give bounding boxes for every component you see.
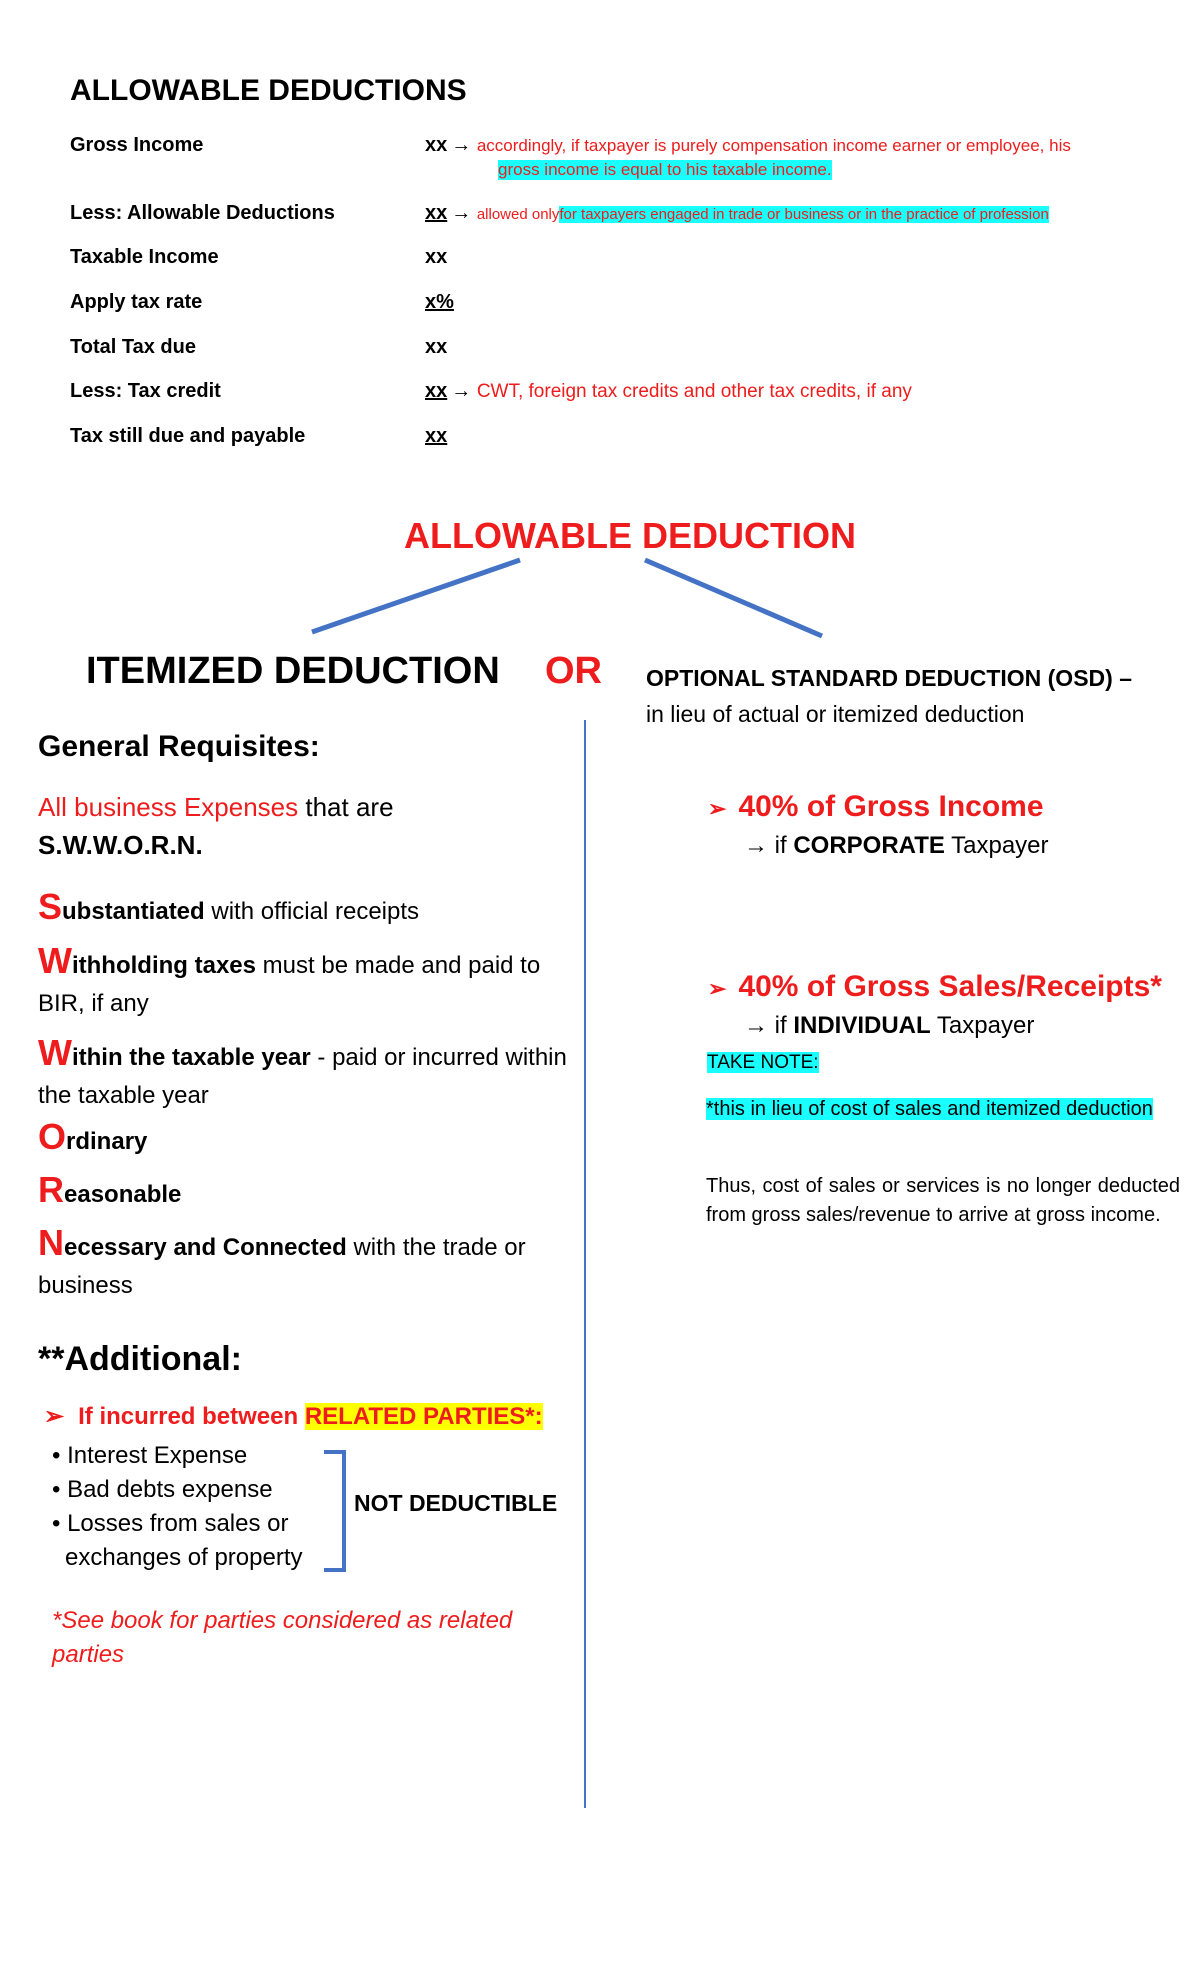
deductions-note: allowed only <box>476 206 560 223</box>
footnote: *See book for parties considered as related parties <box>52 1607 513 1668</box>
osd-item-text: 40% of Gross Income <box>738 790 1044 823</box>
take-note-label <box>707 1052 819 1074</box>
requisite-letter: W <box>38 1032 72 1073</box>
bullet-icon: • <box>52 1510 61 1537</box>
requisite-item <box>38 1118 578 1161</box>
requisite-bold: rdinary <box>66 1128 148 1155</box>
value-text: xx <box>425 380 448 402</box>
itemized-deduction-title: ITEMIZED DEDUCTION <box>86 650 500 692</box>
related-parties-line <box>44 1402 543 1431</box>
requisite-letter: N <box>38 1222 64 1263</box>
requisite-bold: ubstantiated <box>62 898 205 925</box>
osd-item-individual <box>708 970 1162 1004</box>
intro-black: that are <box>298 792 394 822</box>
bracket-shape <box>324 1452 344 1570</box>
arrow-right-icon: → <box>451 380 472 402</box>
requisite-letter: O <box>38 1116 67 1157</box>
arrow-right-icon: → <box>451 134 472 156</box>
chevron-icon: ➢ <box>708 796 727 821</box>
requisite-bold: ithin the taxable year <box>71 1044 311 1071</box>
requisite-letter: R <box>38 1169 64 1210</box>
arrow-right-icon: → <box>744 1012 768 1039</box>
row-label-taxable-income: Taxable Income <box>70 246 219 268</box>
lieu-note-text: *this in lieu of cost of sales and itemized deduction <box>706 1098 1153 1120</box>
row-label-total-tax: Total Tax due <box>70 336 196 358</box>
requisite-item <box>38 1171 578 1214</box>
sub-suffix: Taxpayer <box>944 832 1049 859</box>
value-text: xx <box>425 134 448 156</box>
requisite-item <box>38 888 578 931</box>
row-value-taxable-income: xx <box>425 246 448 268</box>
sub-prefix: if <box>774 1012 794 1039</box>
sub-prefix: if <box>774 832 794 859</box>
requisite-letter: S <box>38 886 63 927</box>
tax-credit-note: CWT, foreign tax credits and other tax credits, if any <box>476 381 912 402</box>
arrow-right-icon: → <box>744 832 768 859</box>
row-value-tax-rate: x% <box>425 291 454 313</box>
row-label-allowable-deductions: Less: Allowable Deductions <box>70 202 335 224</box>
requisite-item <box>38 942 578 1023</box>
requisite-rest: with the trade or business <box>38 1234 526 1299</box>
requisite-bold: ecessary and Connected <box>64 1234 347 1261</box>
bullet-text: Bad debts expense <box>67 1476 273 1503</box>
osd-sub-individual <box>744 1012 1034 1040</box>
lieu-note <box>706 1095 1180 1123</box>
row-label-tax-credit: Less: Tax credit <box>70 380 221 402</box>
deductions-note-highlight: for taxpayers engaged in trade or business or in the practice of profession <box>559 206 1049 223</box>
osd-title: OPTIONAL STANDARD DEDUCTION (OSD) – <box>646 665 1132 691</box>
gross-income-note-highlight: gross income is equal to his taxable income. <box>498 160 832 179</box>
osd-sub-corporate <box>744 832 1049 860</box>
osd-item-corporate <box>708 790 1044 824</box>
or-label: OR <box>545 650 602 692</box>
requisite-item <box>38 1034 578 1115</box>
list-item <box>52 1476 273 1504</box>
sub-bold: CORPORATE <box>793 832 945 859</box>
osd-title-block <box>646 660 1132 732</box>
branch-line-left <box>312 560 520 632</box>
list-item <box>52 1510 289 1538</box>
page-title: ALLOWABLE DEDUCTIONS <box>70 74 467 107</box>
requisite-bold: easonable <box>64 1181 182 1208</box>
bullet-icon: • <box>52 1442 61 1469</box>
not-deductible-label: NOT DEDUCTIBLE <box>354 1490 558 1516</box>
sub-bold: INDIVIDUAL <box>793 1012 931 1039</box>
acronym: S.W.W.O.R.N. <box>38 830 203 860</box>
row-label-tax-payable: Tax still due and payable <box>70 425 306 447</box>
intro-red: All business Expenses <box>38 792 299 822</box>
additional-heading: **Additional: <box>38 1340 242 1378</box>
general-requisites-heading: General Requisites: <box>38 730 320 763</box>
gross-income-note: accordingly, if taxpayer is purely compensation income earner or employee, his <box>476 136 1071 155</box>
bullet-icon: • <box>52 1476 61 1503</box>
sub-suffix: Taxpayer <box>930 1012 1035 1039</box>
take-note-text: TAKE NOTE: <box>707 1052 819 1073</box>
row-label-gross-income: Gross Income <box>70 134 204 156</box>
osd-subtitle: in lieu of actual or itemized deduction <box>646 701 1025 727</box>
row-value-tax-payable: xx <box>425 425 448 447</box>
requisite-rest: with official receipts <box>204 898 420 925</box>
requisite-letter: W <box>38 940 72 981</box>
related-prefix: If incurred between <box>78 1403 305 1430</box>
diagram-title: ALLOWABLE DEDUCTION <box>404 515 856 556</box>
chevron-icon: ➢ <box>708 976 727 1001</box>
value-text: xx <box>425 202 448 224</box>
requisite-item <box>38 1224 578 1305</box>
osd-item-text: 40% of Gross Sales/Receipts* <box>738 970 1162 1003</box>
arrow-right-icon: → <box>451 202 472 224</box>
thus-note: Thus, cost of sales or services is no longer deducted from gross sales/revenue to arrive at gross income. <box>706 1175 1180 1226</box>
branch-line-right <box>645 560 822 636</box>
requisite-rest: must be made and paid to BIR, if any <box>38 952 541 1017</box>
list-item-continuation: exchanges of property <box>65 1544 303 1571</box>
requisite-rest: - paid or incurred within the taxable year <box>38 1044 567 1109</box>
related-highlight: RELATED PARTIES*: <box>304 1403 543 1430</box>
row-value-total-tax: xx <box>425 336 448 358</box>
chevron-icon: ➢ <box>44 1403 65 1430</box>
list-item <box>52 1442 247 1470</box>
requisite-bold: ithholding taxes <box>71 952 256 979</box>
row-label-tax-rate: Apply tax rate <box>70 291 203 313</box>
requisites-intro <box>38 788 578 864</box>
bullet-text: Losses from sales or <box>67 1510 289 1537</box>
bullet-text: Interest Expense <box>67 1442 248 1469</box>
